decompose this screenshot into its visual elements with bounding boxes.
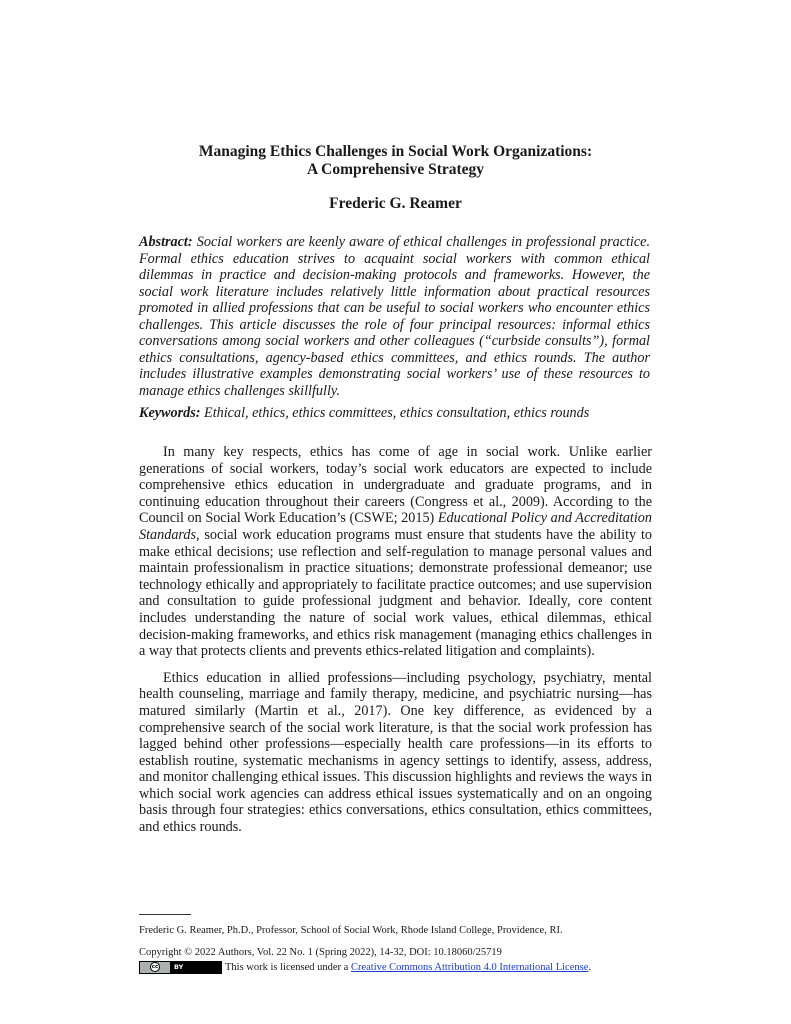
- cc-logo-icon: cc: [151, 964, 159, 970]
- body-text: [139, 444, 652, 846]
- body-paragraph-2: Ethics education in allied professions—including psychology, psychiatry, mental health counseling, marriage and family therapy, medicine, and psychiatric nursing—has matured similarly (Martin et al., 2017). One key difference, as evidenced by a comprehensive search of the social work literature, is that the social work profession has lagged behind other professions—especially health care professions—in its efforts to establish routine, systematic mechanisms in agency settings to identify, assess, address, and monitor challenging ethical issues. This discussion highlights and reviews the ways in which social work agencies can address ethical issues systematically and on an ongoing basis through four strategies: ethics conversations, ethics consultation, ethics committees, and ethics rounds.: [139, 669, 652, 836]
- author-footnote: Frederic G. Reamer, Ph.D., Professor, School of Social Work, Rhode Island College, Providence, RI.: [139, 925, 563, 936]
- license-row: [139, 960, 591, 974]
- license-prefix: This work is licensed under a: [225, 961, 351, 973]
- abstract-label: Abstract:: [139, 234, 193, 250]
- body-p1-part-a: In many key respects, ethics has come of age in social work. Unlike earlier generations of social workers, today’s social work educators are expected to include comprehensive ethics education in undergraduate and graduate programs, and in continuing education throughout their careers (Congress et al., 2009). According to the Council on Social Work Education’s (CSWE; 2015): [139, 444, 652, 527]
- abstract-text: Social workers are keenly aware of ethical challenges in professional practice. Formal ethics education strives to acquaint social workers with common ethical dilemmas in practice and decision-making protocols and frameworks. However, the social work literature includes relatively little information about practical resources promoted in allied professions that can be useful to social workers who encounter ethics challenges. This article discusses the role of four principal resources: informal ethics conversations among social workers and other colleagues (“curbside consults”), formal ethics consultations, agency-based ethics committees, and ethics rounds. The author includes illustrative examples demonstrating social workers’ use of these resources to manage ethics challenges skillfully.: [139, 234, 651, 399]
- abstract: [139, 234, 650, 399]
- copyright-line: Copyright © 2022 Authors, Vol. 22 No. 1 (Spring 2022), 14-32, DOI: 10.18060/25719: [139, 947, 502, 958]
- body-p1-italic-title: Educational Policy and Accreditation Standards: [139, 510, 652, 543]
- footnote-divider: [139, 914, 191, 915]
- body-paragraph-1: [139, 444, 652, 660]
- article-title: [0, 143, 791, 179]
- title-line-1: Managing Ethics Challenges in Social Work Organizations:: [198, 143, 593, 160]
- cc-by-label: BY: [170, 962, 221, 973]
- license-suffix: .: [588, 961, 591, 973]
- title-line-2: A Comprehensive Strategy: [306, 161, 485, 178]
- keywords-label: Keywords:: [139, 405, 201, 421]
- author-name: Frederic G. Reamer: [329, 195, 462, 212]
- keywords: [139, 405, 650, 422]
- body-p1-part-b: , social work education programs must ensure that students have the ability to make ethical decisions; use reflection and self-regulation to manage personal values and maintain professionalism in practice situations; demonstrate professional demeanor; use technology ethically and appropriately to facilitate practice outcomes; and use supervision and consultation to guide professional judgment and behavior. Ideally, core content includes understanding the nature of social work values, ethical dilemmas, ethical decision-making frameworks, and ethics risk management (managing ethics challenges in a way that protects clients and prevents ethics-related litigation and complaints).: [139, 526, 652, 660]
- license-link[interactable]: Creative Commons Attribution 4.0 International License: [350, 961, 589, 973]
- cc-by-badge-icon[interactable]: [139, 961, 222, 974]
- keywords-text: Ethical, ethics, ethics committees, ethics consultation, ethics rounds: [204, 405, 590, 421]
